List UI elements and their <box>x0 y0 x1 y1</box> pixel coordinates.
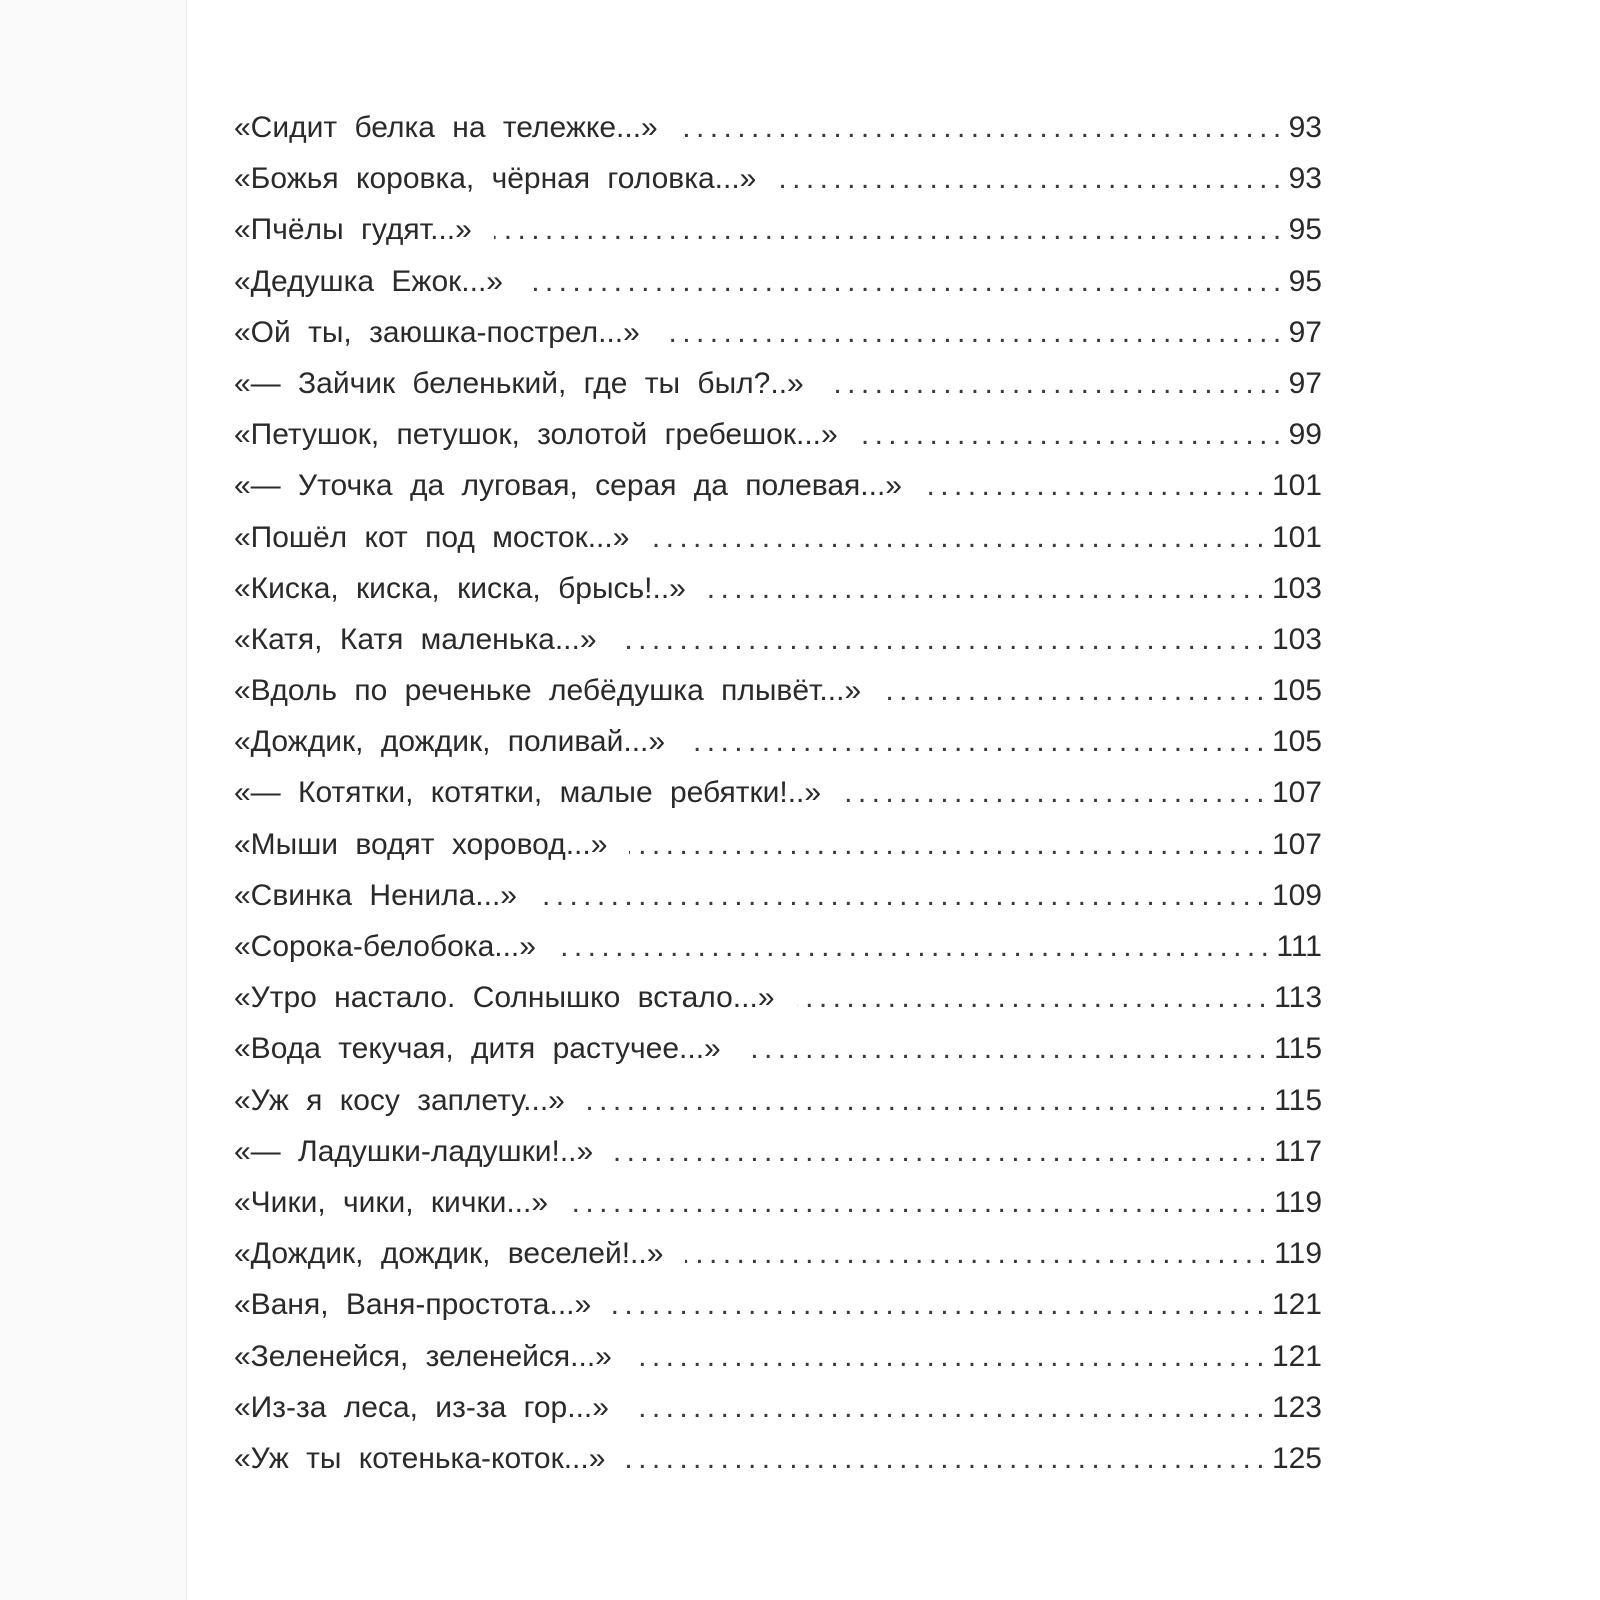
dot-leader <box>627 1442 1270 1476</box>
dot-leader <box>662 316 1287 350</box>
toc-entry-title: «— Ладушки-ладушки!..» <box>234 1134 594 1168</box>
toc-entry-page-number: 109 <box>1271 878 1322 912</box>
toc-entry-title: «Киска, киска, киска, брысь!..» <box>234 571 686 605</box>
dot-leader <box>587 1084 1272 1118</box>
dot-leader <box>883 674 1270 708</box>
toc-entry-page-number: 95 <box>1288 264 1322 298</box>
dot-leader <box>558 930 1274 964</box>
toc-entry <box>234 162 1322 213</box>
toc-entry-page-number: 97 <box>1288 315 1322 349</box>
toc-entry-page-number: 107 <box>1271 827 1322 861</box>
toc-entry <box>234 1084 1322 1135</box>
toc-entry-title: «Петушок, петушок, золотой гребешок...» <box>234 418 838 452</box>
table-of-contents <box>234 111 1322 1493</box>
toc-entry-page-number: 95 <box>1288 213 1322 247</box>
toc-entry-page-number: 113 <box>1274 981 1322 1015</box>
toc-entry-page-number: 119 <box>1274 1237 1322 1271</box>
toc-entry <box>234 623 1322 674</box>
toc-entry <box>234 1391 1322 1442</box>
toc-entry <box>234 213 1322 264</box>
toc-entry-title: «— Зайчик беленький, где ты был?..» <box>234 366 804 400</box>
toc-entry <box>234 879 1322 930</box>
toc-entry-title: «Дедушка Ежок...» <box>234 264 503 298</box>
toc-entry <box>234 674 1322 725</box>
toc-entry <box>234 367 1322 418</box>
dot-leader <box>615 1135 1272 1169</box>
dot-leader <box>539 879 1270 913</box>
toc-entry <box>234 1288 1322 1339</box>
toc-entry-page-number: 107 <box>1271 776 1322 810</box>
toc-entry-page-number: 97 <box>1288 366 1322 400</box>
toc-entry <box>234 1186 1322 1237</box>
dot-leader <box>743 1032 1272 1066</box>
dot-leader <box>778 162 1286 196</box>
toc-entry-title: «Ваня, Ваня-простота...» <box>234 1288 592 1322</box>
toc-entry-title: «Уж ты котенька-коток...» <box>234 1441 606 1475</box>
toc-entry-title: «Дождик, дождик, веселей!..» <box>234 1237 664 1271</box>
toc-entry-page-number: 115 <box>1274 1032 1322 1066</box>
toc-entry-page-number: 119 <box>1274 1185 1322 1219</box>
toc-entry-page-number: 121 <box>1271 1339 1322 1373</box>
toc-entry-title: «— Котятки, котятки, малые ребятки!..» <box>234 776 822 810</box>
dot-leader <box>826 367 1287 401</box>
toc-entry <box>234 1442 1322 1493</box>
toc-entry-title: «Из-за леса, из-за гор...» <box>234 1390 609 1424</box>
toc-entry <box>234 316 1322 367</box>
toc-entry-title: «Уж я косу заплету...» <box>234 1083 565 1117</box>
dot-leader <box>687 725 1270 759</box>
dot-leader <box>494 213 1287 247</box>
toc-entry <box>234 828 1322 879</box>
toc-entry-title: «Божья коровка, чёрная головка...» <box>234 162 757 196</box>
toc-entry-page-number: 125 <box>1271 1441 1322 1475</box>
toc-entry <box>234 776 1322 827</box>
toc-entry-page-number: 117 <box>1274 1134 1322 1168</box>
dot-leader <box>797 981 1273 1015</box>
toc-entry <box>234 1237 1322 1288</box>
toc-entry-page-number: 103 <box>1271 571 1322 605</box>
dot-leader <box>843 776 1270 810</box>
toc-entry-title: «Сорока-белобока...» <box>234 930 536 963</box>
toc-entry <box>234 1340 1322 1391</box>
toc-entry <box>234 265 1322 316</box>
toc-entry-title: «Пошёл кот под мосток...» <box>234 520 630 554</box>
toc-entry-page-number: 123 <box>1271 1390 1322 1424</box>
toc-entry-title: «Вода текучая, дитя растучее...» <box>234 1032 721 1066</box>
dot-leader <box>924 469 1270 503</box>
toc-entry <box>234 1135 1322 1186</box>
dot-leader <box>629 828 1270 862</box>
dot-leader <box>570 1186 1272 1220</box>
dot-leader <box>651 521 1270 555</box>
toc-entry-page-number: 93 <box>1288 162 1322 196</box>
toc-entry-page-number: 103 <box>1271 622 1322 656</box>
toc-entry-page-number: 93 <box>1288 111 1322 144</box>
toc-entry-title: «Утро настало. Солнышко встало...» <box>234 981 775 1015</box>
dot-leader <box>613 1288 1270 1322</box>
toc-entry-title: «Пчёлы гудят...» <box>234 213 472 247</box>
toc-entry-title: «Катя, Катя маленька...» <box>234 622 597 656</box>
toc-entry <box>234 521 1322 572</box>
toc-entry <box>234 572 1322 623</box>
toc-entry-page-number: 121 <box>1271 1288 1322 1322</box>
toc-entry-title: «Сидит белка на тележке...» <box>234 111 658 144</box>
toc-entry-title: «Ой ты, заюшка-пострел...» <box>234 315 640 349</box>
toc-entry <box>234 418 1322 469</box>
toc-entry <box>234 469 1322 520</box>
dot-leader <box>631 1391 1270 1425</box>
toc-entry <box>234 111 1322 162</box>
toc-entry-page-number: 105 <box>1271 725 1322 759</box>
dot-leader <box>708 572 1270 606</box>
toc-entry-title: «Дождик, дождик, поливай...» <box>234 725 666 759</box>
toc-entry-title: «— Уточка да луговая, серая да полевая...» <box>234 469 902 503</box>
toc-entry <box>234 981 1322 1032</box>
dot-leader <box>619 623 1270 657</box>
toc-entry-title: «Чики, чики, кички...» <box>234 1185 549 1219</box>
toc-entry-title: «Вдоль по реченьке лебёдушка плывёт...» <box>234 674 862 708</box>
dot-leader <box>680 111 1287 145</box>
dot-leader <box>860 418 1287 452</box>
toc-entry-page-number: 101 <box>1271 520 1322 554</box>
toc-entry-page-number: 99 <box>1288 418 1322 452</box>
toc-entry <box>234 725 1322 776</box>
toc-entry <box>234 930 1322 981</box>
toc-entry-page-number: 111 <box>1276 930 1322 963</box>
toc-entry-title: «Зеленейся, зеленейся...» <box>234 1339 612 1373</box>
dot-leader <box>634 1340 1270 1374</box>
dot-leader <box>525 265 1287 299</box>
dot-leader <box>685 1237 1272 1271</box>
toc-entry-title: «Свинка Ненила...» <box>234 878 517 912</box>
toc-entry-title: «Мыши водят хоровод...» <box>234 827 608 861</box>
toc-entry-page-number: 101 <box>1271 469 1322 503</box>
toc-entry-page-number: 115 <box>1274 1083 1322 1117</box>
toc-entry <box>234 1032 1322 1083</box>
toc-entry-page-number: 105 <box>1271 674 1322 708</box>
